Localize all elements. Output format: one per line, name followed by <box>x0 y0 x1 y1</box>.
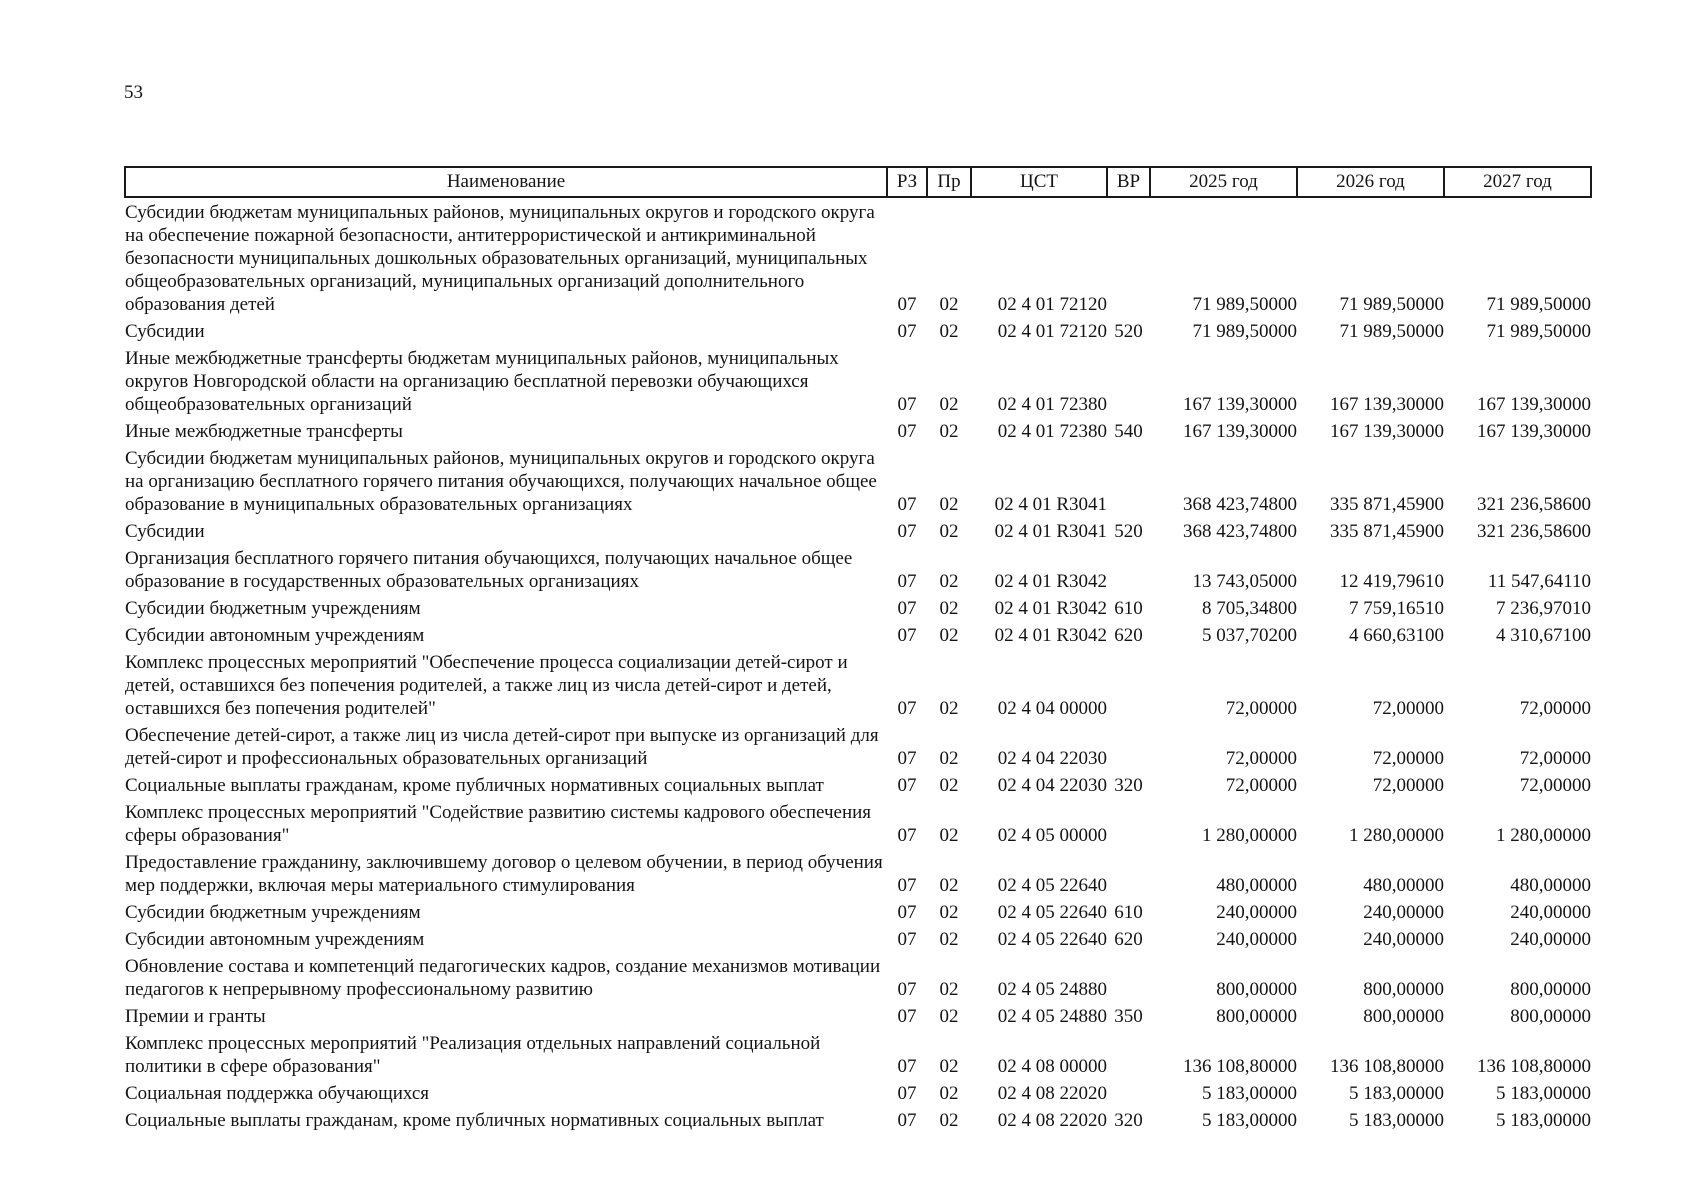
row-cst: 02 4 01 72380 <box>997 394 1107 415</box>
row-amount-2027: 800,00000 <box>1510 979 1591 1000</box>
row-name: Иные межбюджетные трансферты <box>125 421 403 442</box>
row-vr: 320 <box>1114 775 1143 796</box>
row-amount-2027: 11 547,64110 <box>1487 571 1591 592</box>
row-cst: 02 4 01 R3041 <box>994 494 1107 515</box>
row-cst: 02 4 01 R3042 <box>994 571 1107 592</box>
row-vr <box>1107 648 1150 721</box>
row-cst: 02 4 05 24880 <box>997 979 1107 1000</box>
table-row <box>125 197 1591 317</box>
row-rz: 07 <box>897 979 917 1000</box>
row-pr: 02 <box>939 979 959 1000</box>
row-amount-2026: 800,00000 <box>1363 979 1444 1000</box>
row-rz: 07 <box>897 825 917 846</box>
header-2025: 2025 год <box>1150 167 1297 197</box>
header-cst: ЦСТ <box>971 167 1107 197</box>
row-amount-2027: 1 280,00000 <box>1496 825 1591 846</box>
row-vr <box>1107 1079 1150 1106</box>
row-vr <box>1107 344 1150 417</box>
row-name: Комплекс процессных мероприятий "Обеспечение процесса социализации детей-сирот и детей, оставшихся без попечения родителей, а также лиц из числа детей-сирот и детей, оставшихся без попечения родителей" <box>125 652 848 719</box>
row-amount-2027: 71 989,50000 <box>1486 321 1591 342</box>
row-amount-2026: 136 108,80000 <box>1330 1056 1444 1077</box>
row-rz: 07 <box>897 1110 917 1131</box>
row-pr: 02 <box>939 1110 959 1131</box>
row-rz: 07 <box>897 902 917 923</box>
row-name: Комплекс процессных мероприятий "Реализация отдельных направлений социальной политики в сфере образования" <box>125 1033 821 1077</box>
row-pr: 02 <box>939 902 959 923</box>
row-amount-2026: 12 419,79610 <box>1339 571 1444 592</box>
row-amount-2026: 71 989,50000 <box>1339 294 1444 315</box>
row-amount-2025: 800,00000 <box>1216 1006 1297 1027</box>
row-cst: 02 4 04 22030 <box>997 775 1107 796</box>
row-amount-2025: 5 037,70200 <box>1202 625 1297 646</box>
row-cst: 02 4 08 22020 <box>997 1110 1107 1131</box>
row-cst: 02 4 05 22640 <box>997 902 1107 923</box>
row-cst: 02 4 01 R3042 <box>994 598 1107 619</box>
row-name: Социальные выплаты гражданам, кроме публичных нормативных социальных выплат <box>125 1110 824 1131</box>
row-pr: 02 <box>939 294 959 315</box>
row-amount-2026: 71 989,50000 <box>1339 321 1444 342</box>
table-row <box>125 721 1591 771</box>
budget-table <box>124 166 1592 1133</box>
row-amount-2027: 321 236,58600 <box>1477 521 1591 542</box>
row-rz: 07 <box>897 521 917 542</box>
row-amount-2025: 72,00000 <box>1225 748 1297 769</box>
table-row <box>125 344 1591 417</box>
row-name: Субсидии <box>125 321 205 342</box>
row-rz: 07 <box>897 571 917 592</box>
row-rz: 07 <box>897 1056 917 1077</box>
row-vr: 620 <box>1114 929 1143 950</box>
row-amount-2027: 136 108,80000 <box>1477 1056 1591 1077</box>
row-amount-2026: 72,00000 <box>1372 748 1444 769</box>
page-number: 53 <box>124 82 143 103</box>
row-amount-2026: 72,00000 <box>1372 775 1444 796</box>
table-row <box>125 898 1591 925</box>
row-amount-2025: 167 139,30000 <box>1183 394 1297 415</box>
table-row <box>125 848 1591 898</box>
table-row <box>125 1079 1591 1106</box>
row-cst: 02 4 01 72120 <box>997 321 1107 342</box>
row-name: Субсидии бюджетным учреждениям <box>125 902 421 923</box>
row-rz: 07 <box>897 625 917 646</box>
row-amount-2027: 800,00000 <box>1510 1006 1591 1027</box>
row-vr: 610 <box>1114 902 1143 923</box>
row-name: Обновление состава и компетенций педагогических кадров, создание механизмов мотивации педагогов к непрерывному профессиональному развитию <box>125 956 881 1000</box>
row-amount-2027: 240,00000 <box>1510 929 1591 950</box>
table-row <box>125 925 1591 952</box>
row-pr: 02 <box>939 625 959 646</box>
row-cst: 02 4 05 24880 <box>997 1006 1107 1027</box>
row-amount-2026: 5 183,00000 <box>1349 1083 1444 1104</box>
row-pr: 02 <box>939 598 959 619</box>
header-2027: 2027 год <box>1444 167 1591 197</box>
row-amount-2025: 800,00000 <box>1216 979 1297 1000</box>
row-amount-2025: 13 743,05000 <box>1192 571 1297 592</box>
row-name: Субсидии бюджетам муниципальных районов, муниципальных округов и городского округа на организацию бесплатного горячего питания обучающихся, получающих начальное общее образование в муниципальных образовательных организациях <box>125 448 877 515</box>
row-rz: 07 <box>897 598 917 619</box>
row-rz: 07 <box>897 698 917 719</box>
row-amount-2026: 167 139,30000 <box>1330 394 1444 415</box>
row-amount-2027: 240,00000 <box>1510 902 1591 923</box>
table-header-row <box>125 167 1591 197</box>
row-cst: 02 4 08 22020 <box>997 1083 1107 1104</box>
row-amount-2025: 167 139,30000 <box>1183 421 1297 442</box>
table-row <box>125 1106 1591 1133</box>
row-cst: 02 4 04 22030 <box>997 748 1107 769</box>
row-rz: 07 <box>897 1083 917 1104</box>
row-amount-2025: 368 423,74800 <box>1183 494 1297 515</box>
row-amount-2025: 240,00000 <box>1216 929 1297 950</box>
row-rz: 07 <box>897 321 917 342</box>
table-row <box>125 417 1591 444</box>
row-name: Иные межбюджетные трансферты бюджетам муниципальных районов, муниципальных округов Новгородской области на организацию бесплатной перевозки обучающихся общеобразовательных организаций <box>125 348 839 415</box>
row-vr <box>1107 798 1150 848</box>
row-amount-2025: 71 989,50000 <box>1192 321 1297 342</box>
header-rz: РЗ <box>887 167 927 197</box>
row-vr <box>1107 952 1150 1002</box>
row-amount-2026: 335 871,45900 <box>1330 494 1444 515</box>
row-pr: 02 <box>939 825 959 846</box>
row-amount-2026: 5 183,00000 <box>1349 1110 1444 1131</box>
row-amount-2027: 321 236,58600 <box>1477 494 1591 515</box>
row-amount-2025: 1 280,00000 <box>1202 825 1297 846</box>
row-pr: 02 <box>939 1083 959 1104</box>
row-amount-2025: 71 989,50000 <box>1192 294 1297 315</box>
row-name: Субсидии бюджетам муниципальных районов, муниципальных округов и городского округа на обеспечение пожарной безопасности, антитеррористической и антикриминальной безопасности муниципальных дошкольных образовательных организаций, муниципальных общеобразовательных организаций, муниципальных организаций дополнительного образования детей <box>125 202 875 315</box>
row-amount-2026: 7 759,16510 <box>1349 598 1444 619</box>
row-amount-2027: 167 139,30000 <box>1477 421 1591 442</box>
row-cst: 02 4 05 22640 <box>997 929 1107 950</box>
row-amount-2025: 72,00000 <box>1225 775 1297 796</box>
row-vr: 540 <box>1114 421 1143 442</box>
row-vr: 350 <box>1114 1006 1143 1027</box>
row-amount-2027: 480,00000 <box>1510 875 1591 896</box>
row-cst: 02 4 05 00000 <box>997 825 1107 846</box>
row-cst: 02 4 01 R3041 <box>994 521 1107 542</box>
row-cst: 02 4 05 22640 <box>997 875 1107 896</box>
row-pr: 02 <box>939 494 959 515</box>
row-pr: 02 <box>939 748 959 769</box>
table-row <box>125 544 1591 594</box>
table-row <box>125 1029 1591 1079</box>
row-name: Предоставление гражданину, заключившему договор о целевом обучении, в период обучения мер поддержки, включая меры материального стимулирования <box>125 852 883 896</box>
row-amount-2025: 5 183,00000 <box>1202 1083 1297 1104</box>
row-rz: 07 <box>897 394 917 415</box>
row-name: Комплекс процессных мероприятий "Содействие развитию системы кадрового обеспечения сферы образования" <box>125 802 872 846</box>
row-rz: 07 <box>897 421 917 442</box>
table-row <box>125 771 1591 798</box>
row-pr: 02 <box>939 698 959 719</box>
row-amount-2027: 5 183,00000 <box>1496 1083 1591 1104</box>
row-amount-2026: 1 280,00000 <box>1349 825 1444 846</box>
row-amount-2027: 167 139,30000 <box>1477 394 1591 415</box>
table-row <box>125 517 1591 544</box>
row-vr <box>1107 444 1150 517</box>
row-amount-2025: 5 183,00000 <box>1202 1110 1297 1131</box>
row-pr: 02 <box>939 394 959 415</box>
table-row <box>125 317 1591 344</box>
table-row <box>125 621 1591 648</box>
row-name: Социальная поддержка обучающихся <box>125 1083 430 1104</box>
row-name: Организация бесплатного горячего питания обучающихся, получающих начальное общее образование в государственных образовательных организациях <box>125 548 853 592</box>
row-vr: 610 <box>1114 598 1143 619</box>
row-amount-2027: 7 236,97010 <box>1496 598 1591 619</box>
row-amount-2025: 72,00000 <box>1225 698 1297 719</box>
row-pr: 02 <box>939 521 959 542</box>
row-vr: 620 <box>1114 625 1143 646</box>
row-cst: 02 4 01 R3042 <box>994 625 1107 646</box>
row-pr: 02 <box>939 929 959 950</box>
row-rz: 07 <box>897 294 917 315</box>
row-vr: 520 <box>1114 521 1143 542</box>
table-row <box>125 952 1591 1002</box>
row-name: Обеспечение детей-сирот, а также лиц из числа детей-сирот при выпуске из организаций для детей-сирот и профессиональных образовательных организаций <box>125 725 879 769</box>
row-amount-2027: 72,00000 <box>1519 775 1591 796</box>
row-amount-2026: 240,00000 <box>1363 902 1444 923</box>
table-row <box>125 1002 1591 1029</box>
row-vr <box>1107 1029 1150 1079</box>
row-cst: 02 4 01 72120 <box>997 294 1107 315</box>
row-pr: 02 <box>939 571 959 592</box>
row-amount-2025: 8 705,34800 <box>1202 598 1297 619</box>
table-row <box>125 798 1591 848</box>
row-pr: 02 <box>939 775 959 796</box>
row-amount-2026: 335 871,45900 <box>1330 521 1444 542</box>
row-rz: 07 <box>897 875 917 896</box>
row-amount-2025: 240,00000 <box>1216 902 1297 923</box>
row-amount-2026: 240,00000 <box>1363 929 1444 950</box>
row-rz: 07 <box>897 775 917 796</box>
row-amount-2026: 167 139,30000 <box>1330 421 1444 442</box>
row-amount-2026: 4 660,63100 <box>1349 625 1444 646</box>
row-cst: 02 4 04 00000 <box>997 698 1107 719</box>
row-pr: 02 <box>939 1006 959 1027</box>
row-name: Субсидии бюджетным учреждениям <box>125 598 421 619</box>
row-cst: 02 4 01 72380 <box>997 421 1107 442</box>
row-pr: 02 <box>939 875 959 896</box>
row-rz: 07 <box>897 1006 917 1027</box>
row-amount-2025: 136 108,80000 <box>1183 1056 1297 1077</box>
row-vr <box>1107 848 1150 898</box>
table-row <box>125 648 1591 721</box>
row-rz: 07 <box>897 748 917 769</box>
row-vr <box>1107 544 1150 594</box>
row-amount-2025: 368 423,74800 <box>1183 521 1297 542</box>
row-vr <box>1107 721 1150 771</box>
table-row <box>125 594 1591 621</box>
row-pr: 02 <box>939 1056 959 1077</box>
row-amount-2027: 71 989,50000 <box>1486 294 1591 315</box>
row-pr: 02 <box>939 421 959 442</box>
row-rz: 07 <box>897 494 917 515</box>
row-name: Социальные выплаты гражданам, кроме публичных нормативных социальных выплат <box>125 775 824 796</box>
table-row <box>125 444 1591 517</box>
row-name: Премии и гранты <box>125 1006 266 1027</box>
header-2026: 2026 год <box>1297 167 1444 197</box>
header-vr: ВР <box>1107 167 1150 197</box>
header-name: Наименование <box>125 167 887 197</box>
row-vr <box>1107 197 1150 317</box>
row-amount-2027: 72,00000 <box>1519 748 1591 769</box>
row-amount-2027: 4 310,67100 <box>1496 625 1591 646</box>
row-amount-2026: 800,00000 <box>1363 1006 1444 1027</box>
row-vr: 520 <box>1114 321 1143 342</box>
row-rz: 07 <box>897 929 917 950</box>
row-amount-2027: 72,00000 <box>1519 698 1591 719</box>
row-name: Субсидии <box>125 521 205 542</box>
row-amount-2026: 480,00000 <box>1363 875 1444 896</box>
row-pr: 02 <box>939 321 959 342</box>
table-body <box>125 197 1591 1133</box>
row-cst: 02 4 08 00000 <box>997 1056 1107 1077</box>
row-amount-2026: 72,00000 <box>1372 698 1444 719</box>
row-vr: 320 <box>1114 1110 1143 1131</box>
row-amount-2025: 480,00000 <box>1216 875 1297 896</box>
row-amount-2027: 5 183,00000 <box>1496 1110 1591 1131</box>
row-name: Субсидии автономным учреждениям <box>125 625 425 646</box>
header-pr: Пр <box>927 167 971 197</box>
row-name: Субсидии автономным учреждениям <box>125 929 425 950</box>
